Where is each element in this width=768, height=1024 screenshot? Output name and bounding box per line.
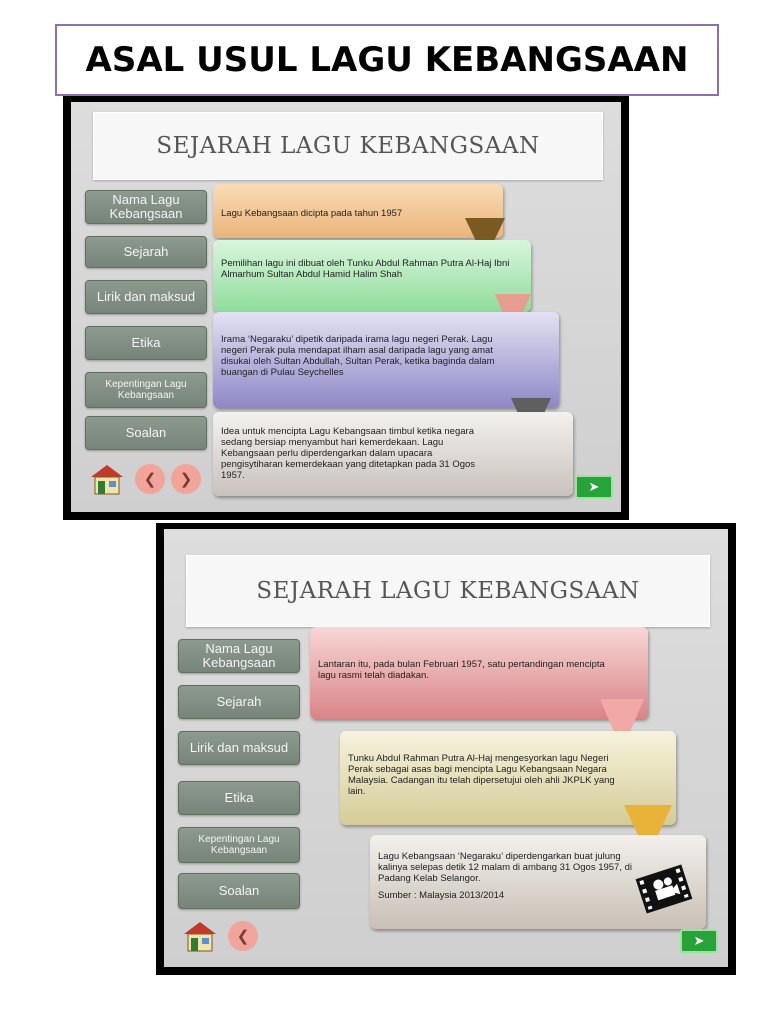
slide-1 [63, 96, 629, 520]
back-icon[interactable]: ❮ [228, 921, 258, 951]
info-box-1: Lantaran itu, pada bulan Februari 1957, satu pertandingan mencipta lagu rasmi telah diadakan. [310, 627, 648, 719]
next-slide-icon[interactable]: ➤ [575, 475, 613, 499]
nav-nama-lagu[interactable]: Nama Lagu Kebangsaan [85, 190, 207, 224]
page-title: ASAL USUL LAGU KEBANGSAAN [55, 24, 719, 96]
film-icon [634, 861, 694, 917]
slide-2-canvas [164, 529, 728, 967]
nav-sejarah[interactable]: Sejarah [85, 236, 207, 268]
nav-lirik[interactable]: Lirik dan maksud [85, 280, 207, 314]
info-box-3-text: Lagu Kebangsaan ‘Negaraku’ diperdengarkan buat julung kalinya selepas detik 12 malam di ambang 31 Ogos 1957, di Padang Kelab Selangor. [378, 851, 633, 884]
nav-etika[interactable]: Etika [85, 326, 207, 360]
slide-title: SEJARAH LAGU KEBANGSAAN [93, 112, 603, 180]
nav-sejarah[interactable]: Sejarah [178, 685, 300, 719]
nav-nama-lagu[interactable]: Nama Lagu Kebangsaan [178, 639, 300, 673]
info-box-2: Tunku Abdul Rahman Putra Al-Haj mengesyorkan lagu Negeri Perak sebagai asas bagi mencipta Lagu Kebangsaan Negara Malaysia. Cadangan itu telah dipersetujui oleh ahli JKPLK yang lain. [340, 731, 676, 825]
nav-etika[interactable]: Etika [178, 781, 300, 815]
nav-kepentingan[interactable]: Kepentingan Lagu Kebangsaan [178, 827, 300, 863]
back-icon[interactable]: ❮ [135, 464, 165, 494]
info-box-3: Irama ‘Negaraku’ dipetik daripada irama lagu negeri Perak. Lagu negeri Perak pula mendapat ilham asal daripada lagu yang amat disukai oleh Sultan Abdullah, Sultan Perak, ketika baginda dalam buangan di Pulau Seychelles [213, 312, 559, 408]
slide-2 [156, 523, 736, 975]
nav-lirik[interactable]: Lirik dan maksud [178, 731, 300, 765]
info-box-4: Idea untuk mencipta Lagu Kebangsaan timbul ketika negara sedang bersiap menyambut hari kemerdekaan. Lagu Kebangsaan perlu diperdengarkan dalam upacara pengisytiharan kemerdekaan yang ditetapkan pada 31 Ogos 1957. [213, 412, 573, 496]
next-slide-icon[interactable]: ➤ [680, 929, 718, 953]
slide-1-canvas [71, 102, 621, 512]
forward-icon[interactable]: ❯ [171, 464, 201, 494]
home-icon[interactable] [182, 919, 218, 953]
home-icon[interactable] [89, 462, 125, 496]
info-box-1: Lagu Kebangsaan dicipta pada tahun 1957 [213, 184, 503, 238]
nav-kepentingan[interactable]: Kepentingan Lagu Kebangsaan [85, 372, 207, 408]
nav-soalan[interactable]: Soalan [178, 873, 300, 909]
source-text: Sumber : Malaysia 2013/2014 [378, 890, 505, 901]
info-box-2: Pemilihan lagu ini dibuat oleh Tunku Abdul Rahman Putra Al-Haj Ibni Almarhum Sultan Abdul Hamid Halim Shah [213, 240, 531, 312]
slide-title: SEJARAH LAGU KEBANGSAAN [186, 555, 710, 627]
nav-soalan[interactable]: Soalan [85, 416, 207, 450]
